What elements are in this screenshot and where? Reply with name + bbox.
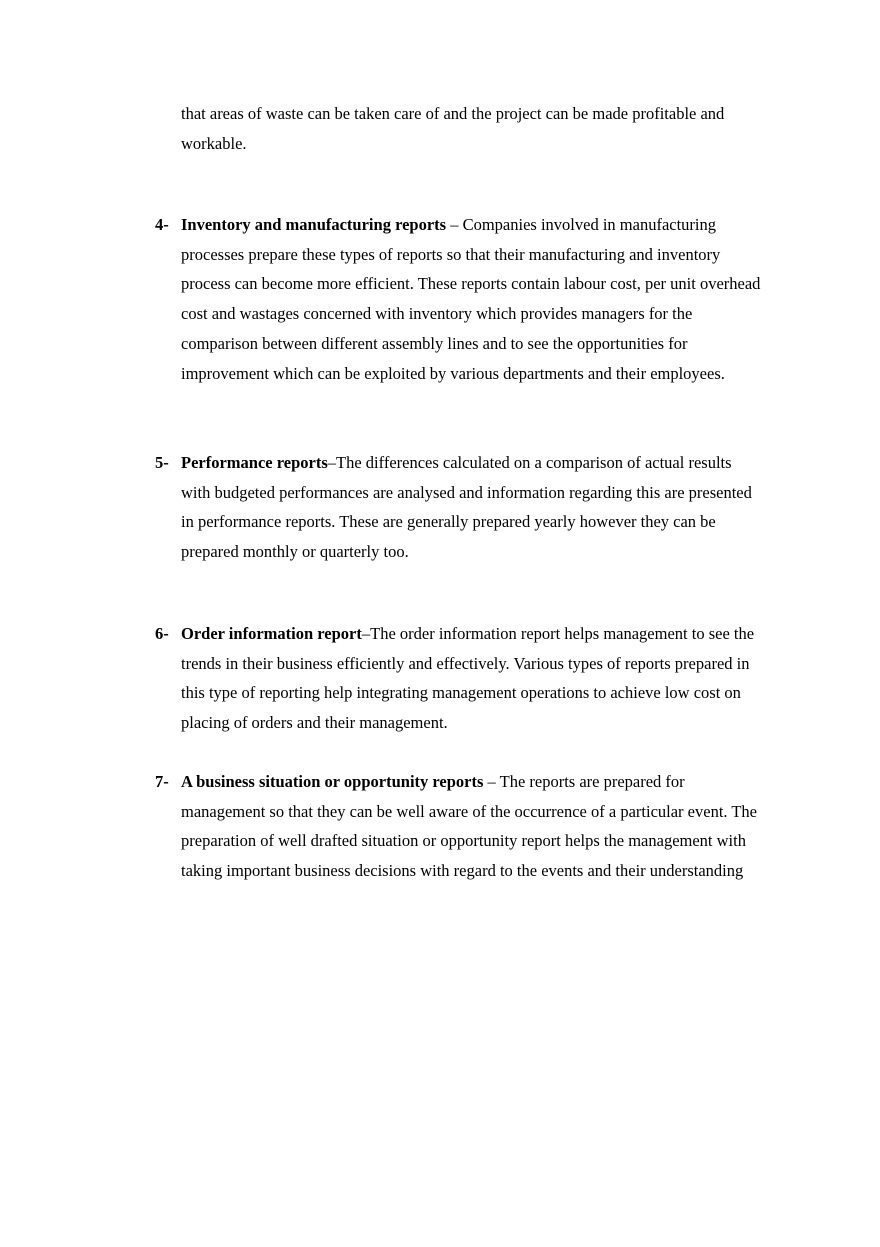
list-item-body: The order information report helps management to see the trends in their business efficiently and effectively. Various types of reports prepared in this type of reporting help integrating management operations to achieve low cost on placing of orders and their management. — [181, 624, 755, 733]
list-item — [155, 448, 761, 567]
list-item-number: 5- — [155, 453, 169, 472]
list-item-title: Order information report — [181, 624, 362, 643]
list-item-number: 4- — [155, 215, 169, 234]
list-item-body: The differences calculated on a comparison of actual results with budgeted performances are analysed and information regarding this are presented in performance reports. These are generally prepared yearly however they can be prepared monthly or quarterly too. — [181, 453, 752, 562]
list-item-body: Companies involved in manufacturing processes prepare these types of reports so that their manufacturing and inventory process can become more efficient. These reports contain labour cost, per unit overhead cost and wastages concerned with inventory which provides managers for the comparison between different assembly lines and to see the opportunities for improvement which can be exploited by various departments and their employees. — [181, 215, 761, 383]
list-item — [155, 619, 761, 738]
list-item-separator: – — [361, 624, 371, 643]
list-item-separator: – — [483, 772, 500, 791]
list-item — [155, 210, 761, 388]
list-item-number: 7- — [155, 772, 169, 791]
list-item-title: Inventory and manufacturing reports — [181, 215, 447, 234]
list-item-separator: – — [327, 453, 337, 472]
intro-paragraph — [181, 99, 761, 158]
intro-text: that areas of waste can be taken care of and the project can be made profitable and workable. — [181, 104, 725, 153]
list-item-title: A business situation or opportunity reports — [181, 772, 484, 791]
list-item-number: 6- — [155, 624, 169, 643]
list-item-title: Performance reports — [181, 453, 328, 472]
list-item-separator: – — [446, 215, 463, 234]
list-item-body: The reports are prepared for management so that they can be well aware of the occurrence of a particular event. The preparation of well drafted situation or opportunity report helps the management with taking important business decisions with regard to the events and their understanding — [181, 772, 758, 881]
list-item — [155, 767, 761, 886]
